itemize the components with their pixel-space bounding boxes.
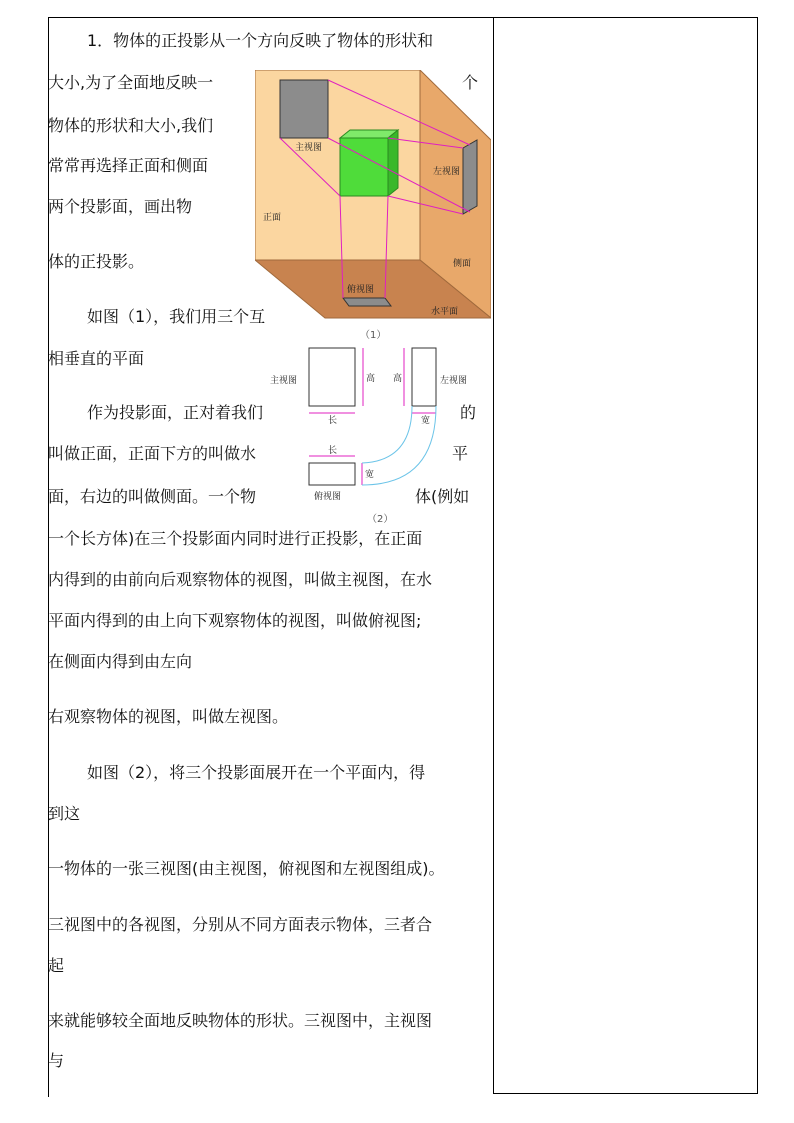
paragraph-line: 大小,为了全面地反映一 [48, 73, 214, 92]
paragraph-line: 一个长方体)在三个投影面内同时进行正投影，在正面 [48, 529, 423, 548]
paragraph-line: 两个投影面，画出物 [48, 197, 193, 216]
paragraph-line: 起 [48, 956, 65, 975]
left-view-label: 左视图 [433, 167, 461, 177]
figure1-caption: （1） [360, 330, 387, 341]
paragraph-line: 物体的形状和大小,我们 [48, 116, 214, 135]
length-label-top: 长 [328, 446, 338, 456]
green-cube-front [340, 138, 388, 196]
paragraph-line: 在侧面内得到由左向 [48, 652, 193, 671]
paragraph-line: 叫做正面，正面下方的叫做水 [48, 444, 257, 463]
paragraph-line: 与 [48, 1051, 65, 1070]
length-label-front: 长 [328, 416, 338, 426]
height-label-side: 高 [393, 374, 403, 384]
width-label-side: 宽 [421, 416, 431, 426]
table-right-border [757, 17, 758, 1094]
paragraph-line: 体的正投影。 [48, 252, 145, 271]
paragraph-line: 内得到的由前向后观察物体的视图，叫做主视图，在水 [48, 570, 433, 589]
front-view-rect [309, 348, 355, 406]
paragraph-line: 的 [460, 403, 477, 422]
top-view-label: 俯视图 [347, 285, 375, 295]
front-view-label: 主视图 [295, 143, 323, 153]
top-view-label: 俯视图 [314, 492, 342, 502]
left-view-label: 左视图 [440, 376, 468, 386]
paragraph-line: 1．物体的正投影从一个方向反映了物体的形状和 [87, 31, 434, 50]
paragraph-line: 如图（2），将三个投影面展开在一个平面内，得 [87, 763, 426, 782]
left-view-rect [412, 348, 436, 406]
side-plane-label: 侧面 [453, 259, 472, 269]
green-cube-side [388, 130, 398, 196]
paragraph-line: 到这 [48, 804, 81, 823]
horizontal-plane-label: 水平面 [431, 307, 459, 317]
paragraph-line: 如图（1），我们用三个互 [87, 307, 266, 326]
table-top-border [48, 17, 758, 18]
paragraph-line: 三视图中的各视图，分别从不同方面表示物体，三者合 [48, 915, 433, 934]
top-view-rect [309, 463, 355, 485]
paragraph-line: 平面内得到的由上向下观察物体的视图，叫做俯视图; [48, 611, 422, 630]
paragraph-line: 作为投影面，正对着我们 [87, 403, 264, 422]
paragraph-line: 面，右边的叫做侧面。一个物 [48, 487, 257, 506]
height-label-front: 高 [366, 374, 376, 384]
top-view-projection [343, 298, 391, 306]
front-view-label: 主视图 [270, 376, 298, 386]
front-view-projection [280, 80, 328, 138]
paragraph-line: 常常再选择正面和侧面 [48, 156, 209, 175]
paragraph-line: 来就能够较全面地反映物体的形状。三视图中，主视图 [48, 1011, 433, 1030]
table-column-divider [493, 17, 494, 1094]
paragraph-line: 右观察物体的视图，叫做左视图。 [48, 707, 289, 726]
paragraph-line: 个 [462, 73, 479, 92]
paragraph-line: 平 [452, 444, 469, 463]
figure2-caption: （2） [367, 514, 394, 525]
paragraph-line: 相垂直的平面 [48, 349, 145, 368]
width-label-top: 宽 [365, 470, 375, 480]
paragraph-line: 体(例如 [415, 487, 470, 506]
table-bottom-border [493, 1093, 758, 1094]
left-view-projection [463, 140, 477, 214]
front-plane-label: 正面 [263, 213, 282, 223]
projection-box-figure [255, 70, 491, 320]
three-views-figure [270, 343, 480, 508]
paragraph-line: 一物体的一张三视图(由主视图，俯视图和左视图组成)。 [48, 859, 445, 878]
